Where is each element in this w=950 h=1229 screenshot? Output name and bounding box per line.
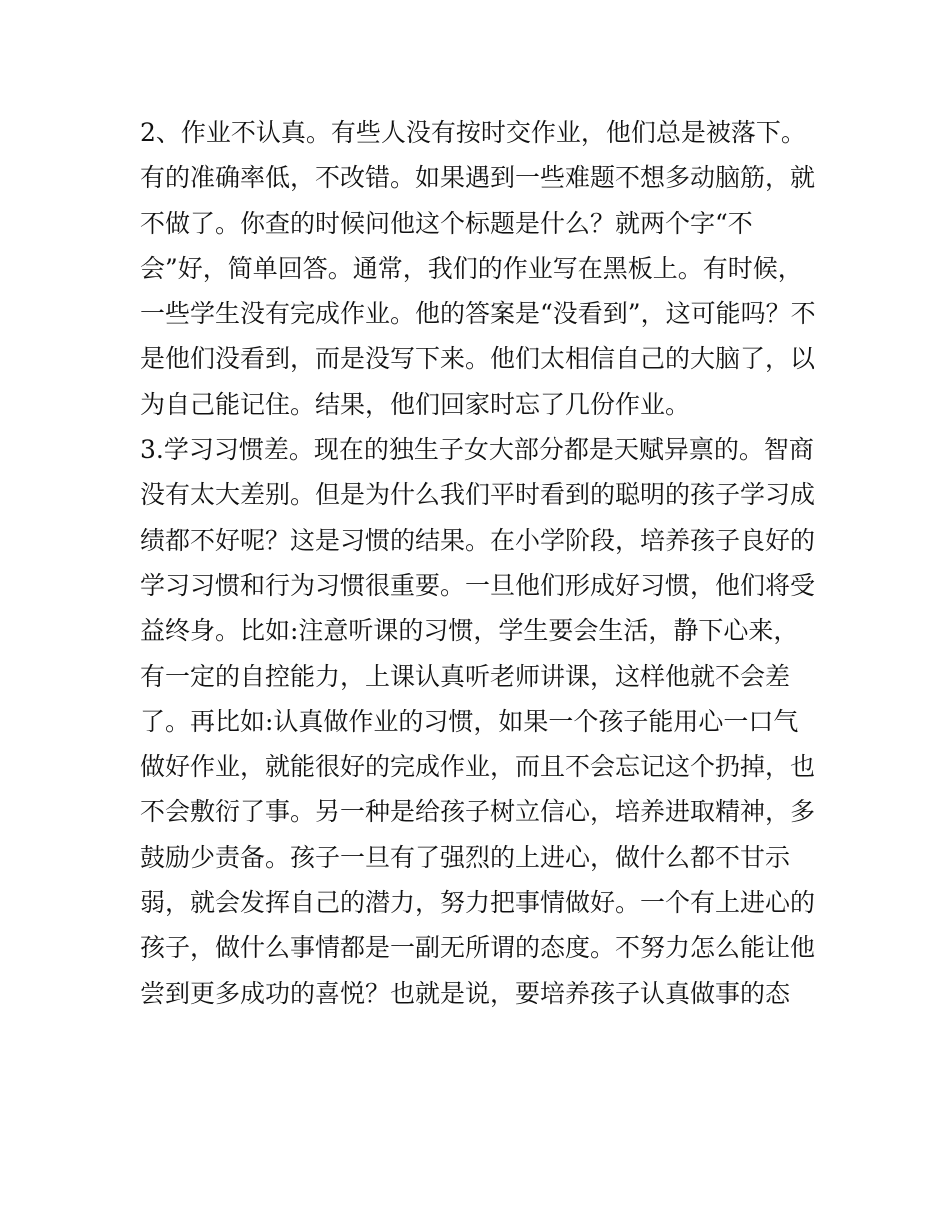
text-line: 绩都不好呢？这是习惯的结果。在小学阶段，培养孩子良好的 [140, 525, 816, 555]
text-line: 2、作业不认真。有些人没有按时交作业，他们总是被落下。 [140, 118, 806, 147]
text-line: 弱，就会发挥自己的潜力，努力把事情做好。一个有上进心的 [140, 888, 816, 918]
text-line: 做好作业，就能很好的完成作业，而且不会忘记这个扔掉，也 [140, 752, 816, 782]
text-line: 益终身。比如:注意听课的习惯，学生要会生活，静下心来， [140, 616, 799, 646]
text-line: 会”好，简单回答。通常，我们的作业写在黑板上。有时候， [140, 253, 803, 283]
text-line: 不做了。你查的时候问他这个标题是什么？就两个字“不 [140, 208, 753, 238]
text-line: 没有太大差别。但是为什么我们平时看到的聪明的孩子学习成 [140, 480, 816, 510]
text-line: 孩子，做什么事情都是一副无所谓的态度。不努力怎么能让他 [140, 933, 816, 963]
text-line: 不会敷衍了事。另一种是给孩子树立信心，培养进取精神，多 [140, 797, 816, 827]
text-line: 学习习惯和行为习惯很重要。一旦他们形成好习惯，他们将受 [140, 570, 816, 600]
text-line: 一些学生没有完成作业。他的答案是“没看到”，这可能吗？不 [140, 299, 816, 329]
text-line: 是他们没看到，而是没写下来。他们太相信自己的大脑了，以 [140, 344, 816, 374]
text-line: 有一定的自控能力，上课认真听老师讲课，这样他就不会差 [140, 661, 791, 691]
text-line: 为自己能记住。结果，他们回家时忘了几份作业。 [140, 389, 691, 419]
body-text [140, 110, 820, 1016]
text-line: 了。再比如:认真做作业的习惯，如果一个孩子能用心一口气 [140, 706, 799, 736]
text-line: 鼓励少责备。孩子一旦有了强烈的上进心，做什么都不甘示 [140, 842, 791, 872]
text-line: 3.学习习惯差。现在的独生子女大部分都是天赋异禀的。智商 [140, 435, 814, 465]
text-line: 有的准确率低，不改错。如果遇到一些难题不想多动脑筋，就 [140, 163, 816, 193]
text-line: 尝到更多成功的喜悦？也就是说，要培养孩子认真做事的态 [140, 978, 791, 1008]
